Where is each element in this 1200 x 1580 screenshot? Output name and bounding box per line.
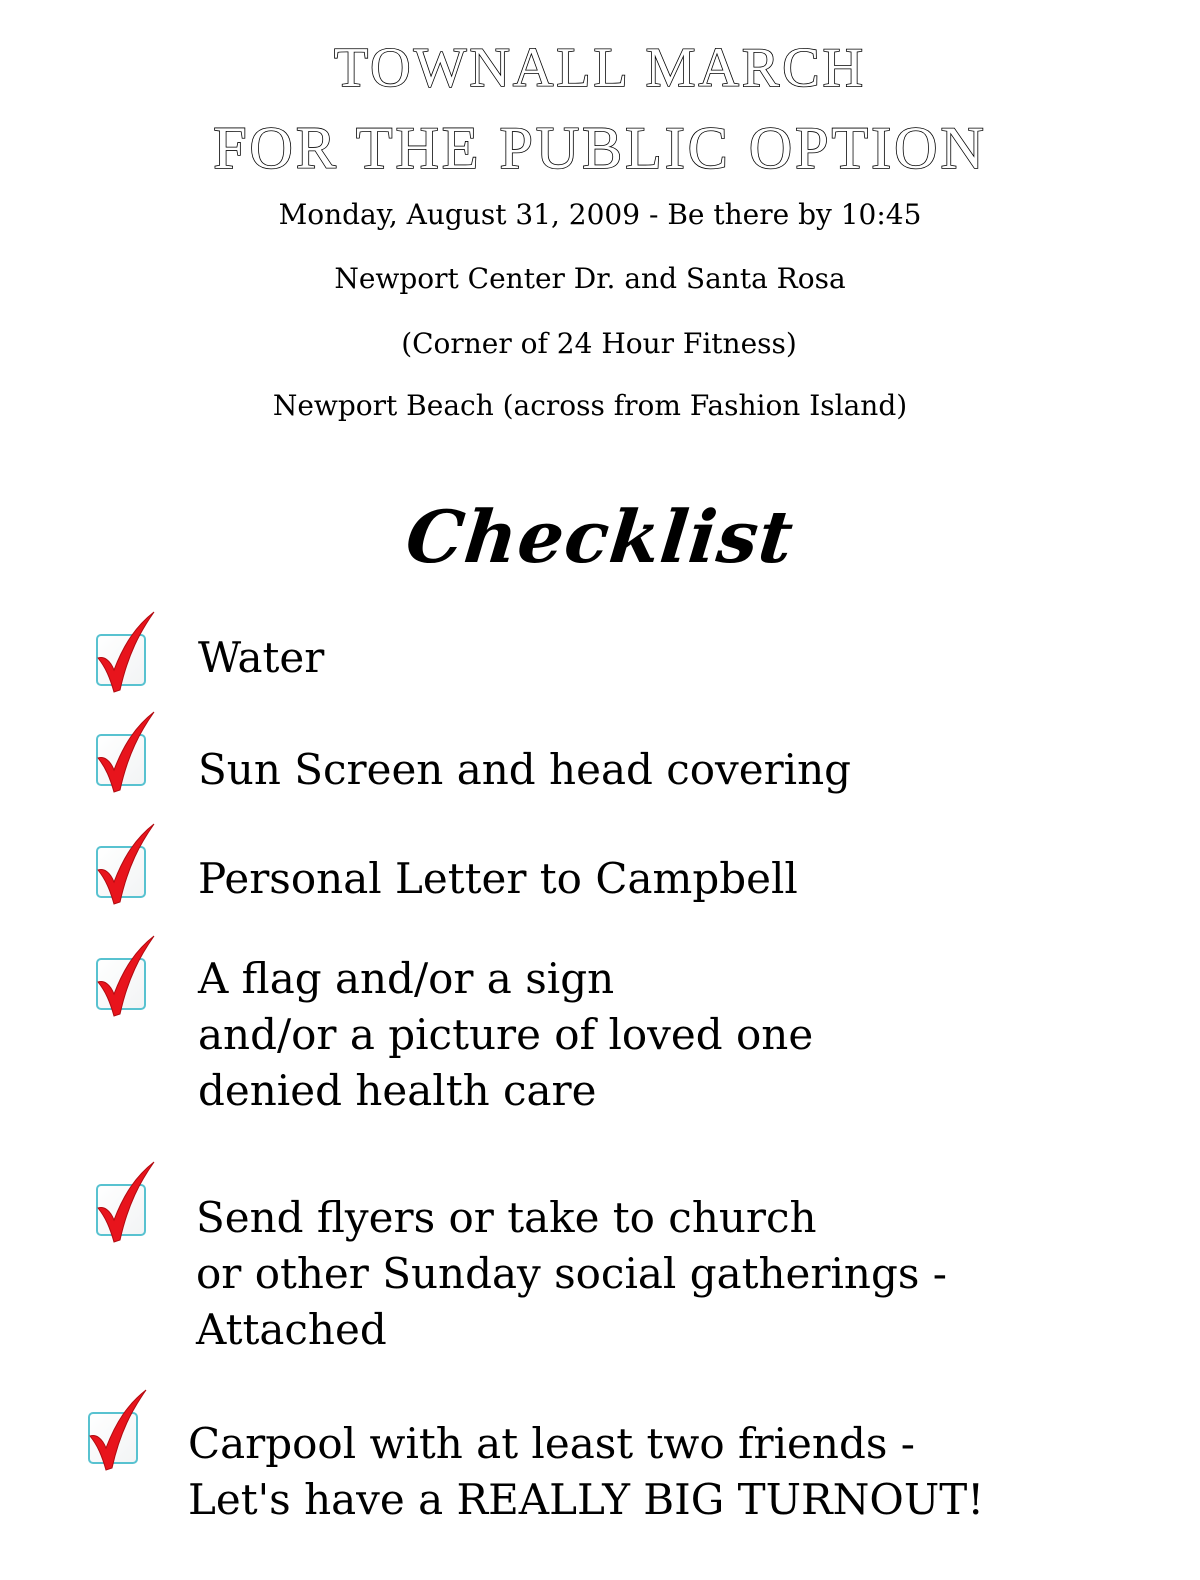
item-line: Let's have a REALLY BIG TURNOUT!	[188, 1475, 985, 1524]
date-line: Monday, August 31, 2009 - Be there by 10:45	[278, 198, 922, 231]
checkbox	[90, 1160, 160, 1250]
item-text	[198, 951, 813, 1119]
item-line: Sun Screen and head covering	[198, 745, 852, 794]
checkmark-icon	[90, 610, 160, 700]
item-line: Send flyers or take to church	[196, 1193, 817, 1242]
item-line: Water	[198, 633, 325, 682]
item-line: A flag and/or a sign	[198, 954, 615, 1003]
checkbox	[82, 1388, 152, 1478]
checkbox	[90, 934, 160, 1024]
item-text	[198, 742, 851, 798]
checkmark-icon	[90, 1160, 160, 1250]
checkmark-icon	[90, 710, 160, 800]
checkmark-icon	[90, 934, 160, 1024]
item-text	[198, 630, 324, 686]
item-line: Personal Letter to Campbell	[198, 854, 798, 903]
checkmark-path	[90, 1390, 146, 1470]
location-line-1: Newport Center Dr. and Santa Rosa	[334, 262, 846, 295]
item-line: or other Sunday social gatherings -	[196, 1249, 947, 1298]
checkmark-path	[98, 824, 154, 904]
checkmark-icon	[82, 1388, 152, 1478]
item-text	[198, 851, 798, 907]
item-text	[188, 1416, 984, 1528]
checkbox	[90, 710, 160, 800]
item-line: Attached	[196, 1305, 387, 1354]
checkbox	[90, 610, 160, 700]
location-line-3: Newport Beach (across from Fashion Island)	[272, 389, 908, 422]
checklist-title: Checklist	[402, 494, 798, 579]
item-line: Carpool with at least two friends -	[188, 1419, 915, 1468]
checkmark-path	[98, 1162, 154, 1242]
title-line-1: TOWNALL MARCH	[333, 37, 867, 99]
item-line: and/or a picture of loved one	[198, 1010, 814, 1059]
title-line-2: FOR THE PUBLIC OPTION	[213, 115, 987, 181]
checkmark-icon	[90, 822, 160, 912]
location-line-2: (Corner of 24 Hour Fitness)	[401, 327, 797, 360]
checkmark-path	[98, 612, 154, 692]
item-text	[196, 1190, 947, 1358]
checkmark-path	[98, 712, 154, 792]
checkmark-path	[98, 936, 154, 1016]
checkbox	[90, 822, 160, 912]
item-line: denied health care	[198, 1066, 597, 1115]
